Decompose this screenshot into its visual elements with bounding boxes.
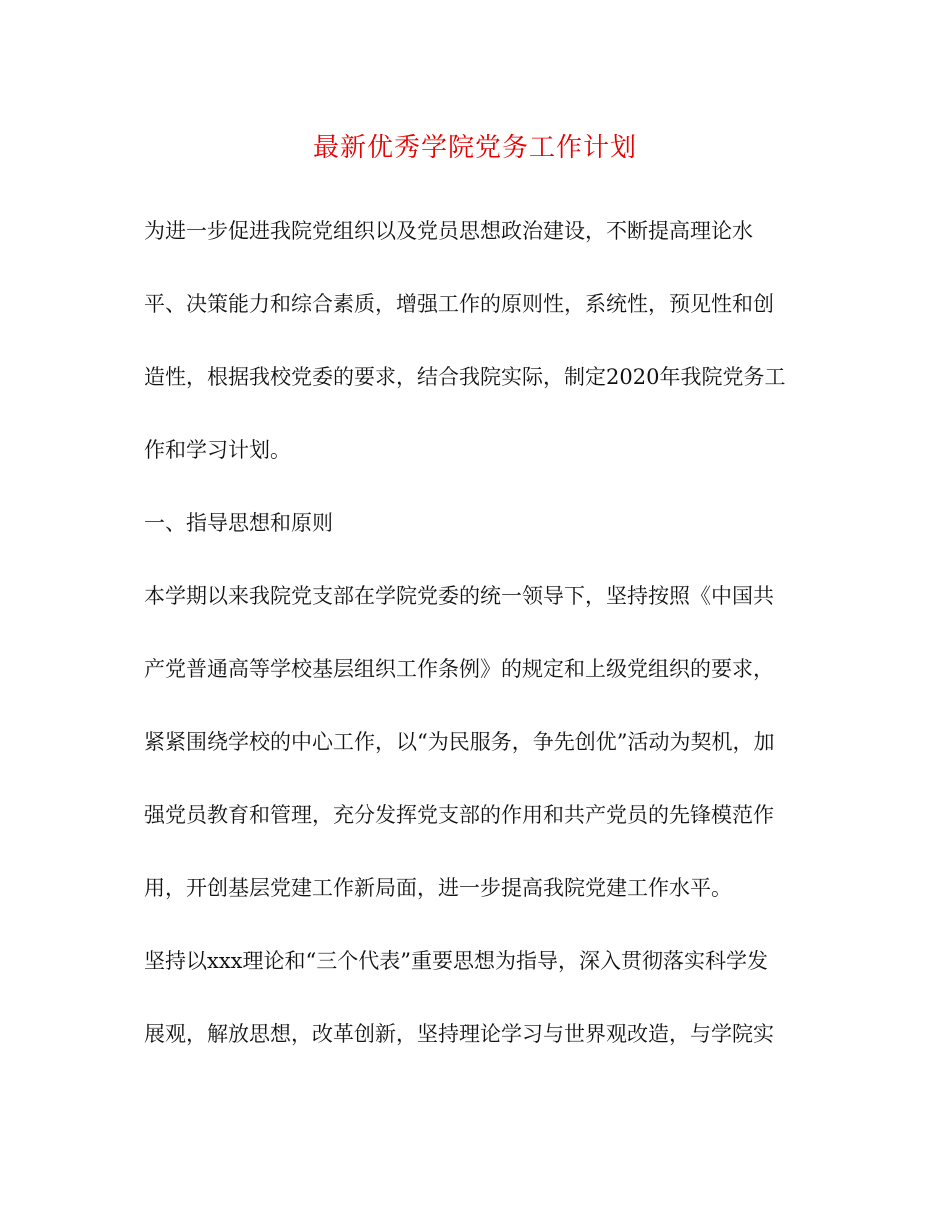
body-line: 坚持以xxx理论和“三个代表”重要思想为指导，深入贯彻落实科学发	[144, 949, 768, 973]
body-line: 用，开创基层党建工作新局面，进一步提高我院党建工作水平。	[144, 876, 732, 900]
body-line: 强党员教育和管理，充分发挥党支部的作用和共产党员的先锋模范作	[144, 803, 774, 827]
body-line: 为进一步促进我院党组织以及党员思想政治建设，不断提高理论水	[144, 219, 753, 243]
body-line: 产党普通高等学校基层组织工作条例》的规定和上级党组织的要求，	[144, 657, 774, 681]
document-title: 最新优秀学院党务工作计划	[312, 133, 637, 163]
body-line: 平、决策能力和综合素质，增强工作的原则性，系统性，预见性和创	[144, 292, 774, 316]
body-line: 本学期以来我院党支部在学院党委的统一领导下，坚持按照《中国共	[144, 584, 774, 608]
body-line: 作和学习计划。	[144, 438, 291, 462]
body-line: 造性，根据我校党委的要求，结合我院实际，制定2020年我院党务工	[144, 365, 786, 389]
body-line: 展观，解放思想，改革创新，坚持理论学习与世界观改造，与学院实	[144, 1022, 774, 1046]
body-line: 紧紧围绕学校的中心工作，以“为民服务，争先创优”活动为契机，加	[144, 730, 775, 754]
section-heading: 一、指导思想和原则	[144, 511, 333, 535]
